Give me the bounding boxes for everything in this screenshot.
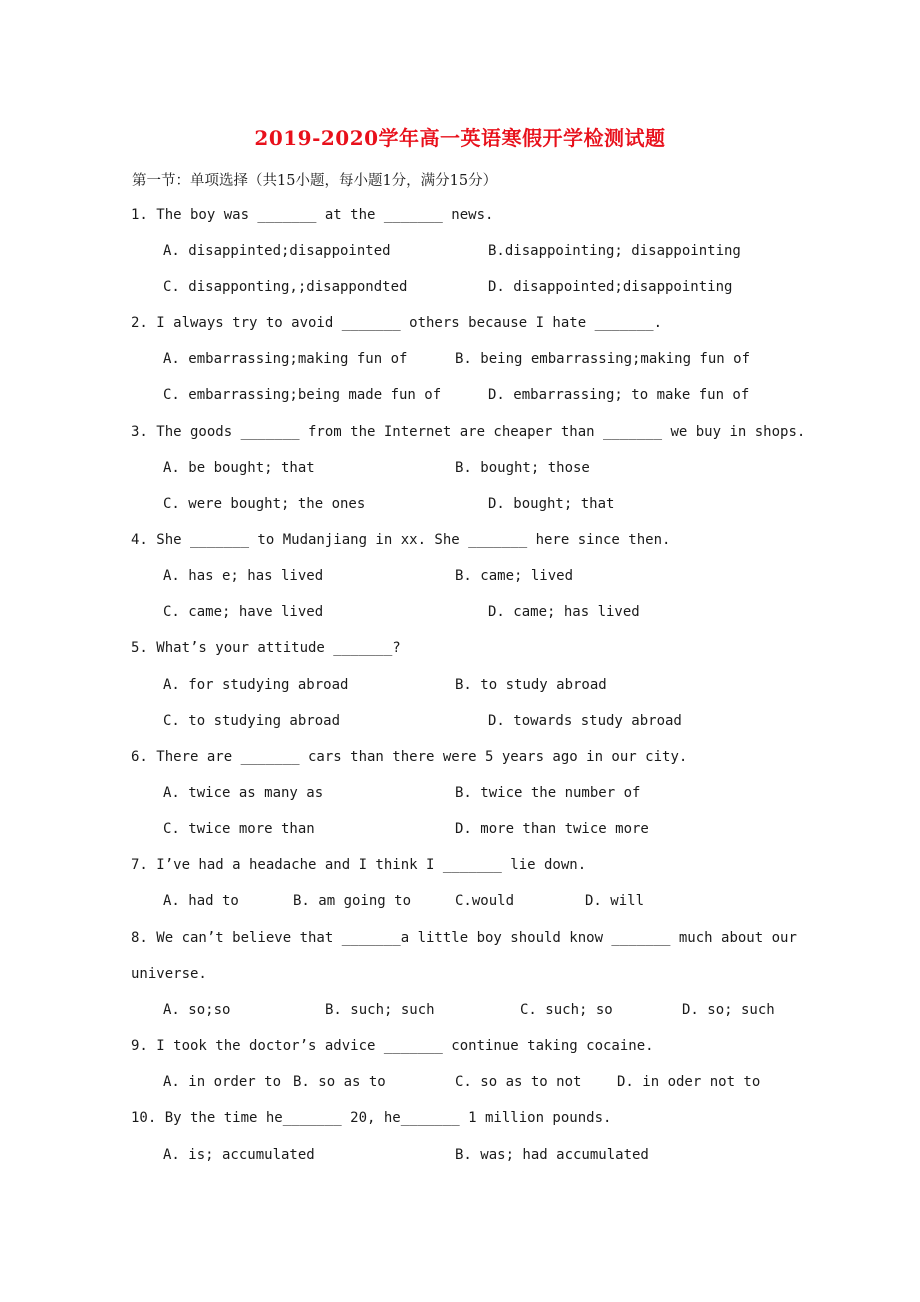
question-9-option-d[interactable]: D. in oder not to xyxy=(617,1074,761,1090)
question-8-stem: 8. We can’t believe that _______a little boy should know _______ much about our xyxy=(131,930,797,946)
question-3-stem: 3. The goods _______ from the Internet are cheaper than _______ we buy in shops. xyxy=(131,424,806,440)
question-7-option-b[interactable]: B. am going to xyxy=(293,893,412,909)
question-3-option-b[interactable]: B. bought; those xyxy=(455,460,590,476)
question-8-option-a[interactable]: A. so;so xyxy=(163,1002,231,1018)
question-1-option-d[interactable]: D. disappointed;disappointing xyxy=(488,279,733,295)
question-6-option-a[interactable]: A. twice as many as xyxy=(163,785,324,801)
question-7-option-d[interactable]: D. will xyxy=(585,893,645,909)
question-6-option-c[interactable]: C. twice more than xyxy=(163,821,315,837)
question-8-option-c[interactable]: C. such; so xyxy=(520,1002,613,1018)
question-10-stem: 10. By the time he_______ 20, he_______ 1 million pounds. xyxy=(131,1110,612,1126)
question-9-option-c[interactable]: C. so as to not xyxy=(455,1074,582,1090)
question-1-option-b[interactable]: B.disappointing; disappointing xyxy=(488,243,741,259)
page-title: 2019-2020学年高一英语寒假开学检测试题 xyxy=(254,126,666,150)
question-9-stem: 9. I took the doctor’s advice _______ continue taking cocaine. xyxy=(131,1038,654,1054)
question-2-option-d[interactable]: D. embarrassing; to make fun of xyxy=(488,387,750,403)
question-6-stem: 6. There are _______ cars than there were 5 years ago in our city. xyxy=(131,749,688,765)
question-1-option-c[interactable]: C. disapponting,;disappondted xyxy=(163,279,408,295)
question-6-option-d[interactable]: D. more than twice more xyxy=(455,821,649,837)
question-3-option-d[interactable]: D. bought; that xyxy=(488,496,615,512)
question-4-option-b[interactable]: B. came; lived xyxy=(455,568,574,584)
question-8-stem-continued: universe. xyxy=(131,966,207,982)
question-7-option-c[interactable]: C.would xyxy=(455,893,515,909)
question-4-stem: 4. She _______ to Mudanjiang in xx. She _______ here since then. xyxy=(131,532,671,548)
question-2-option-a[interactable]: A. embarrassing;making fun of xyxy=(163,351,408,367)
question-9-option-b[interactable]: B. so as to xyxy=(293,1074,386,1090)
question-3-option-a[interactable]: A. be bought; that xyxy=(163,460,315,476)
question-6-option-b[interactable]: B. twice the number of xyxy=(455,785,641,801)
question-4-option-d[interactable]: D. came; has lived xyxy=(488,604,640,620)
question-7-option-a[interactable]: A. had to xyxy=(163,893,239,909)
question-5-option-b[interactable]: B. to study abroad xyxy=(455,677,607,693)
question-8-option-b[interactable]: B. such; such xyxy=(325,1002,435,1018)
question-5-stem: 5. What’s your attitude _______? xyxy=(131,640,401,656)
question-2-option-b[interactable]: B. being embarrassing;making fun of xyxy=(455,351,751,367)
question-9-option-a[interactable]: A. in order to xyxy=(163,1074,282,1090)
question-10-option-a[interactable]: A. is; accumulated xyxy=(163,1147,315,1163)
question-2-option-c[interactable]: C. embarrassing;being made fun of xyxy=(163,387,442,403)
question-10-option-b[interactable]: B. was; had accumulated xyxy=(455,1147,649,1163)
question-2-stem: 2. I always try to avoid _______ others because I hate _______. xyxy=(131,315,663,331)
question-5-option-c[interactable]: C. to studying abroad xyxy=(163,713,341,729)
question-8-option-d[interactable]: D. so; such xyxy=(682,1002,775,1018)
section-heading: 第一节：单项选择（共15小题，每小题1分，满分15分） xyxy=(132,173,498,189)
question-1-stem: 1. The boy was _______ at the _______ news. xyxy=(131,207,494,223)
question-1-option-a[interactable]: A. disappinted;disappointed xyxy=(163,243,391,259)
question-7-stem: 7. I’ve had a headache and I think I _______ lie down. xyxy=(131,857,587,873)
question-5-option-a[interactable]: A. for studying abroad xyxy=(163,677,349,693)
question-4-option-a[interactable]: A. has e; has lived xyxy=(163,568,324,584)
question-5-option-d[interactable]: D. towards study abroad xyxy=(488,713,682,729)
question-3-option-c[interactable]: C. were bought; the ones xyxy=(163,496,366,512)
question-4-option-c[interactable]: C. came; have lived xyxy=(163,604,324,620)
